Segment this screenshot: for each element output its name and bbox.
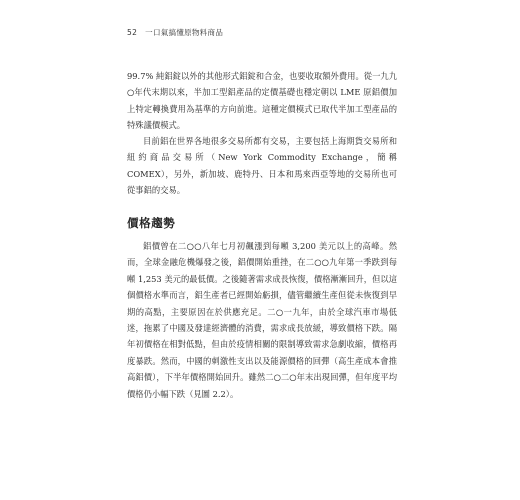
paragraph-text: 目前鋁在世界各地很多交易所都有交易，主要包括上海期貨交易所和紐約商品交易所（New York Commodity Exchange，簡稱 COMEX），另外，新加坡、鹿特丹、日本和馬來西亞等地的交易所也可從事鋁的交易。 [127,136,397,196]
page-number: 52 [127,28,138,37]
section-paragraph [127,238,397,402]
section-heading: 價格趨勢 [127,216,176,230]
body-paragraph-2 [127,133,397,199]
book-title: 一口氣搞懂原物料商品 [145,28,224,37]
paragraph-text: 99.7% 純鋁錠以外的其他形式鋁錠和合金，也要收取額外費用。從一九九○年代末期以來，半加工型鋁產品的定價基礎也穩定朝以 LME 原鋁價加上特定轉換費用為基準的方向前進。這種定價模式已取代半加工型產品的特殊議價模式。 [127,71,397,131]
paragraph-text: 鋁價曾在二○○八年七月初飆漲到每噸 3,200 美元以上的高峰。然而，全球金融危機爆發之後，鋁價開始重挫，在二○○九年第一季跌到每噸 1,253 美元的最低價。之後隨著需求成長恢復，價格漸漸回升，但以這個價格水準而言，鋁生產者已經開始虧損，儘管繼續生產但從未恢復到早期的高點，主要原因在於供應充足。二○一九年，由於全球汽車市場低迷，拖累了中國及發達經濟體的消費，需求成長放緩，導致價格下跌。隔年初價格在相對低點，但由於疫情相關的限制導致需求急劇收縮，價格再度暴跌。然而，中國的刺激性支出以及能源價格的回彈（高生產成本會推高鋁價），下半年價格開始回升。雖然二○二○年末出現回彈，但年度平均價格仍小幅下跌（見圖 2.2）。 [127,241,397,399]
body-paragraph-1 [127,68,397,134]
running-head [127,27,223,38]
